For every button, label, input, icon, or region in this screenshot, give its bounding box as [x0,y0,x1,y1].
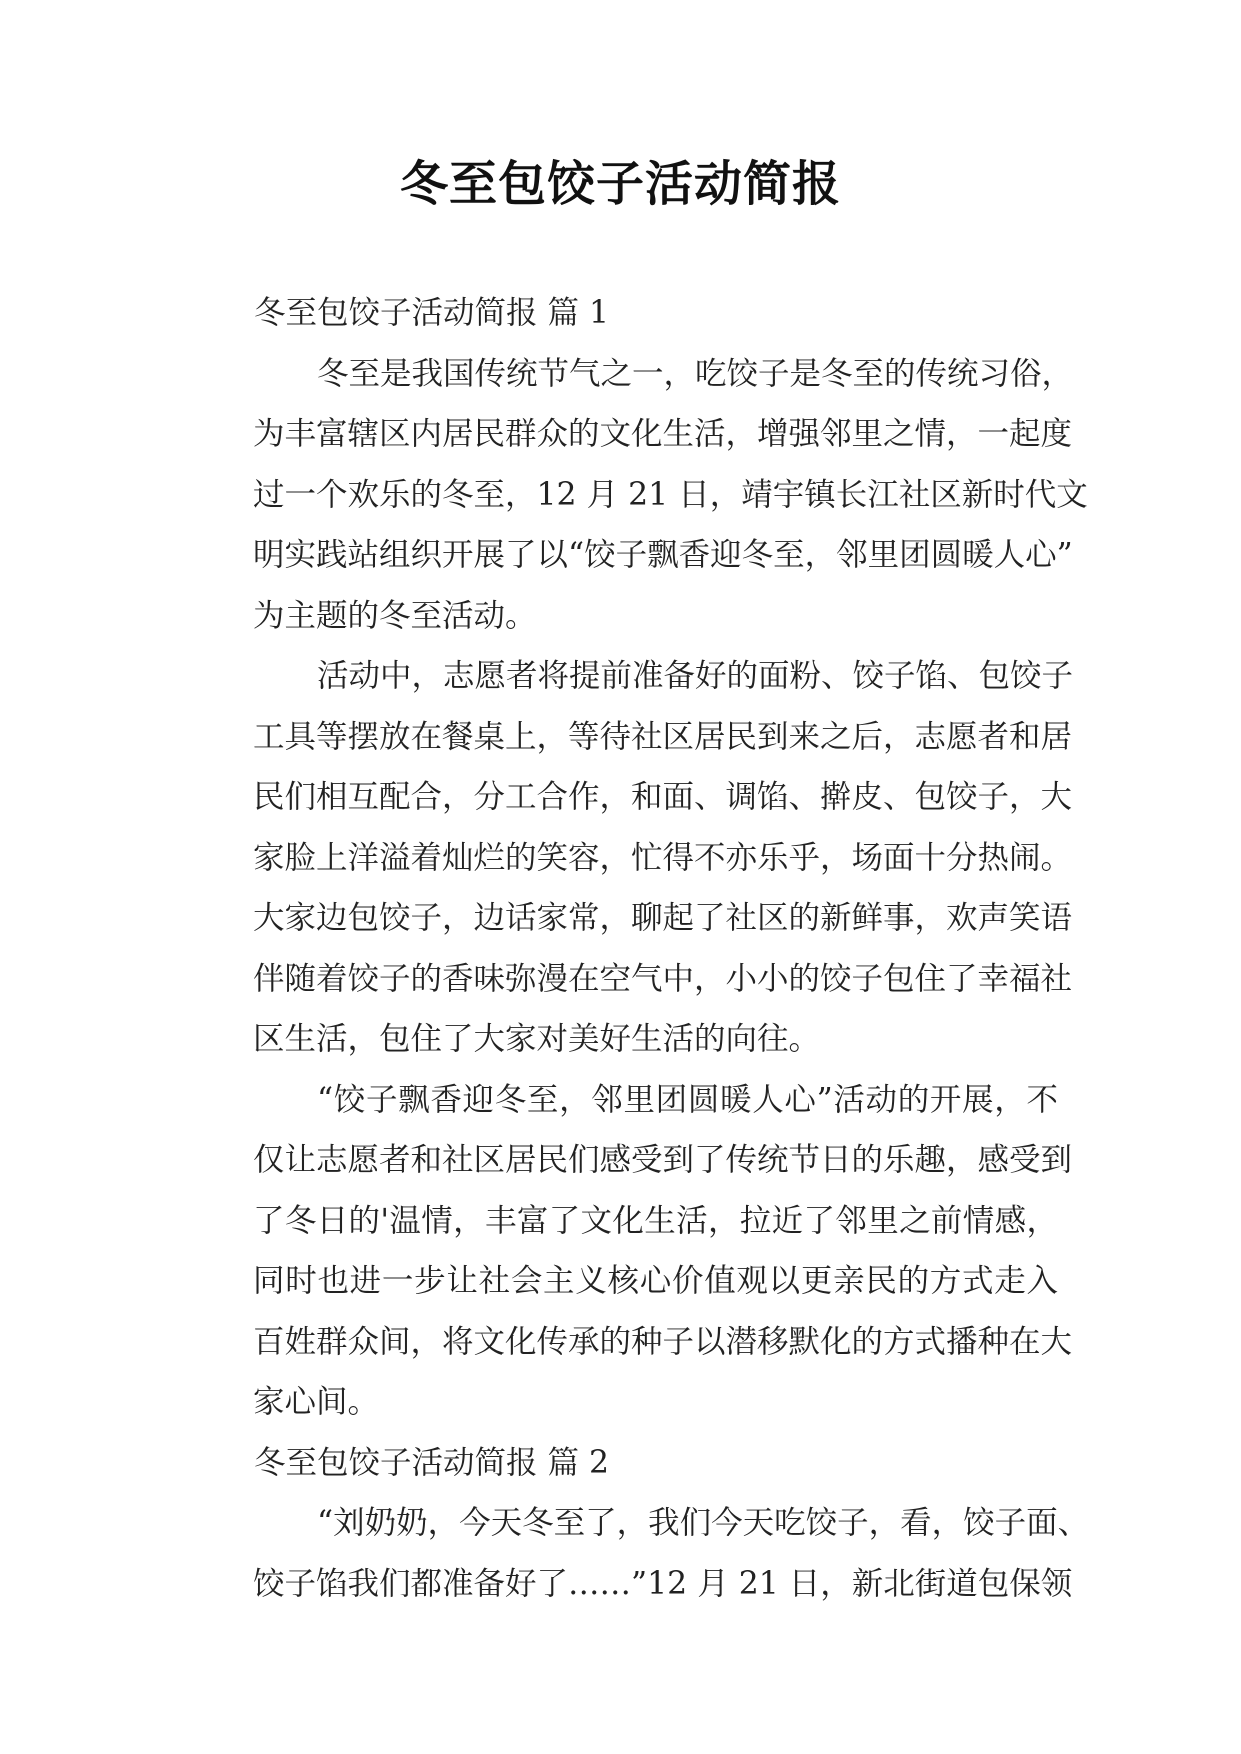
document-body [190,283,1090,1614]
text-line: 同时也进一步让社会主义核心价值观以更亲民的方式走入 [253,1263,1058,1299]
text-line: 工具等摆放在餐桌上，等待社区居民到来之后，志愿者和居 [253,718,1073,755]
text-line: 冬至是我国传统节气之一，吃饺子是冬至的传统习俗， [317,355,1074,392]
text-line: 为丰富辖区内居民群众的文化生活，增强邻里之情，一起度 [253,416,1073,452]
text-line: 家脸上洋溢着灿烂的笑容，忙得不亦乐乎，场面十分热闹。 [253,839,1073,876]
text-line: 民们相互配合，分工合作，和面、调馅、擀皮、包饺子，大 [253,779,1073,815]
text-line: 过一个欢乐的冬至，12 月 21 日，靖宇镇长江社区新时代文 [253,476,1088,513]
text-line: 家心间。 [253,1384,380,1420]
section-heading: 冬至包饺子活动简报 篇 2 [254,1444,610,1481]
text-line: 仅让志愿者和社区居民们感受到了传统节日的乐趣，感受到 [253,1142,1073,1178]
section-heading: 冬至包饺子活动简报 篇 1 [254,295,610,331]
text-line: 饺子馅我们都准备好了……”12 月 21 日，新北街道包保领 [253,1565,1073,1602]
paragraph [190,646,1074,1070]
text-line: 了冬日的'温情，丰富了文化生活，拉近了邻里之前情感， [253,1202,1058,1239]
text-line: 明实践站组织开展了以“饺子飘香迎冬至，邻里团圆暖人心” [253,537,1073,573]
document-title: 冬至包饺子活动简报 [399,156,841,212]
text-line: 伴随着饺子的香味弥漫在空气中，小小的饺子包住了幸福社 [253,960,1073,997]
paragraph [190,1070,1073,1433]
text-line: 活动中，志愿者将提前准备好的面粉、饺子馅、包饺子 [317,658,1074,694]
paragraph [190,344,1088,647]
text-line: “饺子飘香迎冬至，邻里团圆暖人心”活动的开展，不 [317,1081,1058,1118]
paragraph [190,1493,1090,1614]
text-line: 为主题的冬至活动。 [253,597,537,634]
text-line: 大家边包饺子，边话家常，聊起了社区的新鲜事，欢声笑语 [253,900,1073,936]
text-line: 百姓群众间，将文化传承的种子以潜移默化的方式播种在大 [253,1323,1073,1360]
text-line: 区生活，包住了大家对美好生活的向往。 [253,1021,821,1057]
text-line: “刘奶奶，今天冬至了，我们今天吃饺子，看，饺子面、 [317,1505,1090,1541]
